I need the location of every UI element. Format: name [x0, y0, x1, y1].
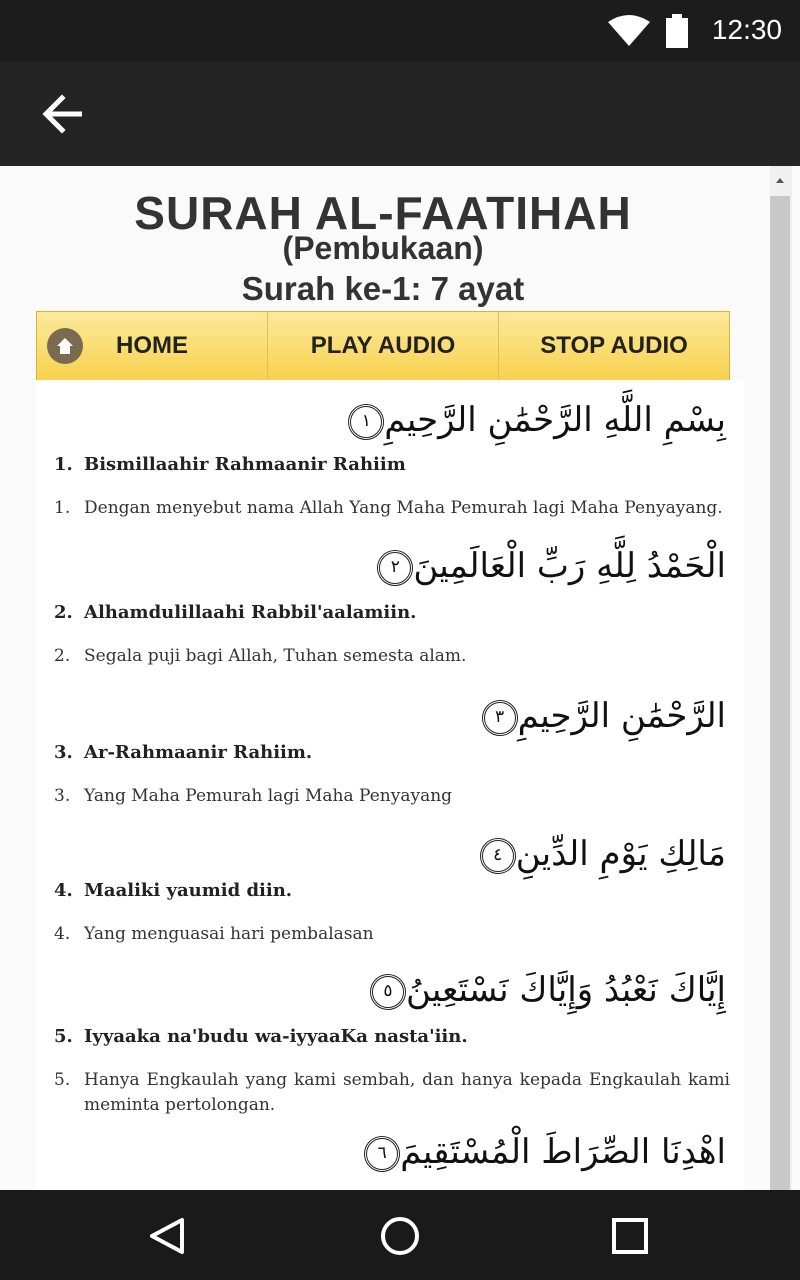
- arabic-verse: إِيَّاكَ نَعْبُدُ وَإِيَّاكَ نَسْتَعِينُ٥: [362, 970, 726, 1010]
- home-label: HOME: [116, 332, 188, 359]
- system-nav-bar: [0, 1190, 800, 1280]
- back-arrow-icon[interactable]: [40, 92, 88, 136]
- ayah-number-icon: ٣: [482, 700, 518, 736]
- translation: 4. Yang menguasai hari pembalasan: [54, 924, 374, 944]
- translation: 3. Yang Maha Pemurah lagi Maha Penyayang: [54, 786, 453, 806]
- transliteration: 3. Ar-Rahmaanir Rahiim.: [54, 742, 313, 763]
- battery-icon: [666, 14, 688, 48]
- status-bar: [0, 0, 800, 62]
- verse-panel: [36, 380, 744, 1190]
- home-icon: [47, 328, 83, 364]
- app-bar: [0, 62, 800, 166]
- home-button[interactable]: [37, 312, 268, 380]
- translation: 1. Dengan menyebut nama Allah Yang Maha Pemurah lagi Maha Penyayang.: [54, 498, 723, 518]
- stop-audio-button[interactable]: [499, 312, 729, 380]
- transliteration: 5. Iyyaaka na'budu wa-iyyaaKa nasta'iin.: [54, 1026, 468, 1047]
- play-audio-button[interactable]: [268, 312, 499, 380]
- transliteration: 1. Bismillaahir Rahmaanir Rahiim: [54, 454, 406, 475]
- arabic-verse: اهْدِنَا الصِّرَاطَ الْمُسْتَقِيمَ٦: [356, 1132, 726, 1172]
- arabic-verse: الرَّحْمَٰنِ الرَّحِيمِ٣: [474, 696, 726, 736]
- arabic-verse: بِسْمِ اللَّهِ الرَّحْمَٰنِ الرَّحِيمِ١: [340, 400, 726, 440]
- scroll-up-icon[interactable]: [770, 166, 790, 194]
- translation: 5. Hanya Engkaulah yang kami sembah, dan hanya kepada Engkaulah kami meminta pertolongan.: [54, 1070, 730, 1115]
- ayah-number-icon: ٤: [480, 838, 516, 874]
- play-audio-label: PLAY AUDIO: [310, 332, 456, 359]
- stop-audio-label: STOP AUDIO: [540, 332, 688, 359]
- page-subtitle: (Pembukaan): [282, 230, 484, 266]
- home-circle-icon[interactable]: [378, 1214, 422, 1258]
- transliteration: 4. Maaliki yaumid diin.: [54, 880, 293, 901]
- wifi-icon: [606, 14, 652, 48]
- ayah-number-icon: ١: [348, 404, 384, 440]
- translation: 2. Segala puji bagi Allah, Tuhan semesta alam.: [54, 646, 467, 666]
- page-title: SURAH AL-FAATIHAH: [134, 187, 632, 239]
- transliteration: 2. Alhamdulillaahi Rabbil'aalamiin.: [54, 602, 417, 623]
- webview-content[interactable]: [0, 166, 800, 1190]
- ayah-number-icon: ٥: [370, 974, 406, 1010]
- arabic-verse: الْحَمْدُ لِلَّهِ رَبِّ الْعَالَمِينَ٢: [369, 546, 726, 586]
- arabic-verse: مَالِكِ يَوْمِ الدِّينِ٤: [472, 834, 726, 874]
- status-time: 12:30: [711, 14, 782, 45]
- surah-info: Surah ke-1: 7 ayat: [241, 270, 525, 307]
- ayah-number-icon: ٦: [364, 1136, 400, 1172]
- audio-nav-bar: [36, 311, 730, 381]
- scrollbar-thumb[interactable]: [770, 196, 790, 1190]
- recents-square-icon[interactable]: [610, 1216, 650, 1256]
- ayah-number-icon: ٢: [377, 550, 413, 586]
- scrollbar[interactable]: [770, 166, 792, 1190]
- back-triangle-icon[interactable]: [146, 1216, 188, 1256]
